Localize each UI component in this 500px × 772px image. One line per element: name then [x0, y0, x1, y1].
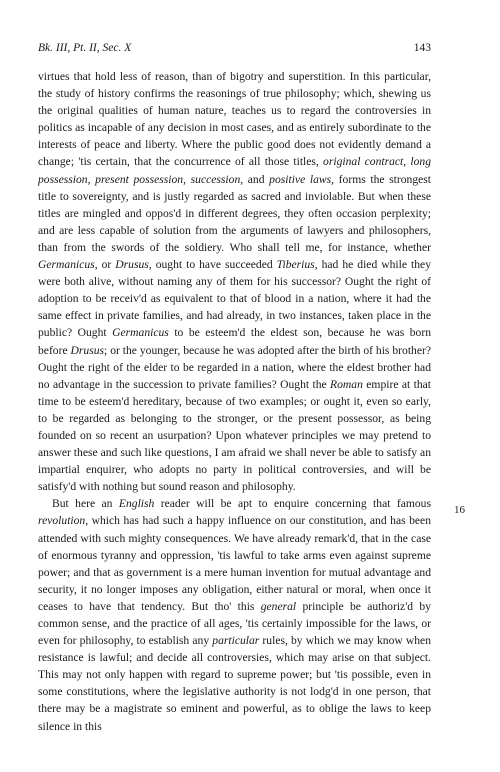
text-run: , had he died while they were both alive, without naming any of them for his successor? Ought the right of adoption to be receiv'd as equivalent to that of blood in a nation, where it had the same effect in private families, and had already, in two instances, taken place in the public? Ought — [38, 258, 431, 340]
text-run: reader will be apt to enquire concerning that famous — [154, 497, 431, 511]
text-run: virtues that hold less of reason, than of bigotry and superstition. In this particular, the study of history confirms the reasonings of true philosophy; which, shewing us the original qualities of human nature, teaches us to regard the controversies in politics as incapable of any decision in most cases, and as entirely subordinate to the interests of peace and liberty. Where the public good does not evidently demand a change; 'tis certain, that the concurrence of all those titles, — [38, 70, 431, 169]
italic-term: Germanicus — [112, 326, 169, 340]
text-run: , and — [240, 172, 270, 186]
italic-term: English — [118, 497, 155, 511]
italic-term: long possession — [38, 155, 432, 186]
text-run: , ought to have succeeded — [148, 258, 277, 272]
text-run: ; or the younger, because he was adopted after the birth of his brother? Ought the right of the elder to be regarded in a nation, where the eldest brother had no advantage in the succession to private families? Ought the — [38, 343, 431, 391]
body-text — [38, 68, 431, 735]
italic-term: particular — [212, 634, 260, 648]
italic-term: general — [260, 599, 297, 613]
text-run: , — [87, 172, 96, 186]
text-run: , — [183, 172, 191, 186]
italic-term: succession — [190, 172, 241, 186]
paragraph-2 — [38, 495, 431, 734]
text-run: , forms the strongest title to sovereignty, and is justly regarded as sacred and inviolable. But when these titles are mingled and oppos'd in different degrees, they often occasion perplexity; and are less capable of solution from the arguments of lawyers and philosophers, than from the swords of the soldiery. Who shall tell me, for instance, whether — [38, 172, 432, 254]
italic-term: positive laws — [269, 172, 332, 186]
text-run: , or — [94, 258, 116, 272]
running-header — [38, 42, 431, 54]
text-run: But here an — [52, 497, 119, 511]
italic-term: Germanicus — [38, 258, 95, 272]
margin-paragraph-number: 16 — [454, 504, 465, 516]
italic-term: Tiberius — [276, 258, 315, 272]
text-run: which has had such a happy influence on our constitution, and has been attended with such mighty consequences. We have already remark'd, that in the case of enormous tyranny and oppression, 'tis lawful to take arms even against supreme power; and that as government is a mere human invention for mutual advantage and security, it no longer imposes any obligation, either natural or moral, when once it ceases to have that tendency. But tho' this — [38, 514, 431, 613]
text-run: to be esteem'd the eldest son, because he was born before — [38, 326, 431, 357]
text-run: , — [403, 155, 411, 169]
text-run: rules, by which we may know when resistance is lawful; and decide all controversies, which may arise on that subject. This may not only happen with regard to supreme power; but 'tis possible, even in some constitutions, where the legislative authority is not lodg'd in one person, that there may be a magistrate so eminent and powerful, as to oblige the laws to keep silence in this — [38, 634, 431, 733]
paragraph-1 — [38, 68, 431, 495]
italic-term: Drusus — [115, 258, 149, 272]
italic-term: revolution, — [38, 514, 89, 528]
italic-term: present possession — [95, 172, 184, 186]
italic-term: Roman — [330, 377, 363, 391]
text-run: principle be authoriz'd by common sense, and the practice of all ages, 'tis certainly impossible for the laws, or even for philosophy, to establish any — [38, 599, 431, 648]
text-run: empire at that time to be esteem'd hereditary, because of two examples; or ought it, even so early, to be regarded as belonging to the stronger, or the present possessor, as being founded on so recent an usurpation? Upon whatever principles we may pretend to answer these and such like questions, I am afraid we shall never be able to satisfy an impartial enquirer, who adopts no party in political controversies, and will be satisfy'd with nothing but sound reason and philosophy. — [38, 377, 431, 494]
running-head-title: Bk. III, Pt. II, Sec. X — [38, 42, 132, 54]
italic-term: Drusus — [70, 343, 105, 357]
italic-term: original contract — [323, 155, 404, 169]
page-number: 143 — [413, 42, 431, 54]
